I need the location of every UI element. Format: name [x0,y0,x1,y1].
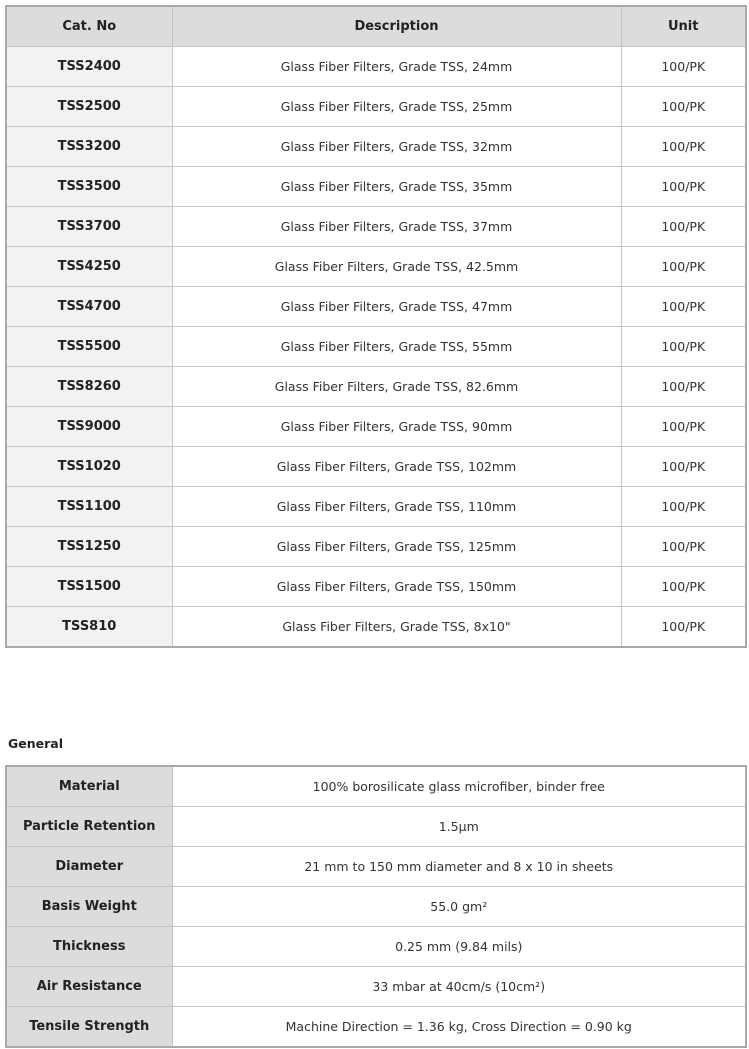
spec-value: 100% borosilicate glass microfiber, binder free [172,766,746,807]
cat-no-cell: TSS3700 [6,207,172,247]
cat-no-cell: TSS5500 [6,327,172,367]
cat-no-cell: TSS810 [6,607,172,648]
spec-row [6,1007,746,1048]
table-row [6,47,746,87]
unit-cell: 100/PK [621,127,746,167]
unit-cell: 100/PK [621,87,746,127]
description-cell: Glass Fiber Filters, Grade TSS, 32mm [172,127,621,167]
unit-cell: 100/PK [621,287,746,327]
unit-cell: 100/PK [621,247,746,287]
description-cell: Glass Fiber Filters, Grade TSS, 110mm [172,487,621,527]
description-cell: Glass Fiber Filters, Grade TSS, 47mm [172,287,621,327]
spec-label: Material [6,766,172,807]
description-cell: Glass Fiber Filters, Grade TSS, 25mm [172,87,621,127]
spec-value: 1.5μm [172,807,746,847]
description-cell: Glass Fiber Filters, Grade TSS, 37mm [172,207,621,247]
unit-cell: 100/PK [621,47,746,87]
table-row [6,127,746,167]
spec-row [6,807,746,847]
description-cell: Glass Fiber Filters, Grade TSS, 102mm [172,447,621,487]
cat-no-cell: TSS1020 [6,447,172,487]
cat-no-cell: TSS2500 [6,87,172,127]
product-table-header-row [6,6,746,47]
spec-row [6,927,746,967]
description-cell: Glass Fiber Filters, Grade TSS, 150mm [172,567,621,607]
table-row [6,87,746,127]
description-cell: Glass Fiber Filters, Grade TSS, 125mm [172,527,621,567]
description-cell: Glass Fiber Filters, Grade TSS, 24mm [172,47,621,87]
table-row [6,607,746,648]
unit-cell: 100/PK [621,167,746,207]
cat-no-cell: TSS1250 [6,527,172,567]
spec-label: Air Resistance [6,967,172,1007]
spec-label: Tensile Strength [6,1007,172,1048]
spec-label: Thickness [6,927,172,967]
spec-label: Basis Weight [6,887,172,927]
unit-cell: 100/PK [621,407,746,447]
cat-no-cell: TSS4250 [6,247,172,287]
cat-no-cell: TSS2400 [6,47,172,87]
spec-row [6,967,746,1007]
spec-value: 55.0 gm² [172,887,746,927]
product-table [5,5,747,648]
unit-cell: 100/PK [621,487,746,527]
table-row [6,527,746,567]
cat-no-cell: TSS1100 [6,487,172,527]
description-cell: Glass Fiber Filters, Grade TSS, 82.6mm [172,367,621,407]
description-cell: Glass Fiber Filters, Grade TSS, 8x10" [172,607,621,648]
unit-cell: 100/PK [621,327,746,367]
description-cell: Glass Fiber Filters, Grade TSS, 90mm [172,407,621,447]
general-spec-table [5,765,747,1048]
table-row [6,367,746,407]
spec-label: Diameter [6,847,172,887]
spec-value: Machine Direction = 1.36 kg, Cross Direction = 0.90 kg [172,1007,746,1048]
spec-value: 21 mm to 150 mm diameter and 8 x 10 in sheets [172,847,746,887]
spec-row [6,887,746,927]
spec-value: 33 mbar at 40cm/s (10cm²) [172,967,746,1007]
table-row [6,207,746,247]
header-cat-no: Cat. No [6,6,172,47]
table-row [6,567,746,607]
spec-row [6,766,746,807]
spec-value: 0.25 mm (9.84 mils) [172,927,746,967]
table-row [6,167,746,207]
header-description: Description [172,6,621,47]
header-unit: Unit [621,6,746,47]
cat-no-cell: TSS9000 [6,407,172,447]
cat-no-cell: TSS1500 [6,567,172,607]
unit-cell: 100/PK [621,607,746,648]
unit-cell: 100/PK [621,567,746,607]
unit-cell: 100/PK [621,447,746,487]
unit-cell: 100/PK [621,367,746,407]
table-row [6,447,746,487]
cat-no-cell: TSS3200 [6,127,172,167]
cat-no-cell: TSS4700 [6,287,172,327]
description-cell: Glass Fiber Filters, Grade TSS, 35mm [172,167,621,207]
cat-no-cell: TSS3500 [6,167,172,207]
description-cell: Glass Fiber Filters, Grade TSS, 55mm [172,327,621,367]
description-cell: Glass Fiber Filters, Grade TSS, 42.5mm [172,247,621,287]
general-heading: General [8,736,63,751]
spec-label: Particle Retention [6,807,172,847]
spec-row [6,847,746,887]
table-row [6,287,746,327]
table-row [6,487,746,527]
cat-no-cell: TSS8260 [6,367,172,407]
unit-cell: 100/PK [621,527,746,567]
table-row [6,247,746,287]
table-row [6,407,746,447]
table-row [6,327,746,367]
unit-cell: 100/PK [621,207,746,247]
